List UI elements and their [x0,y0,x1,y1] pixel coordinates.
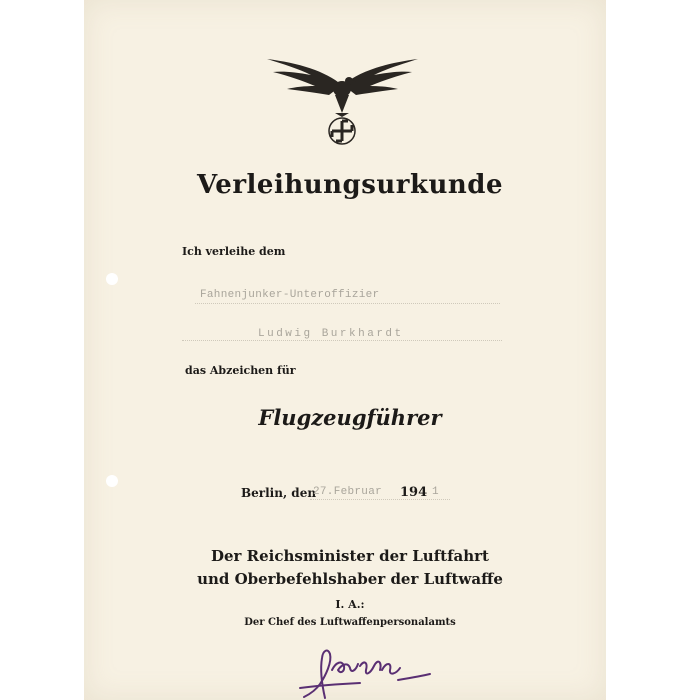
intro-text: Ich verleihe dem [182,245,286,258]
signatory-title: Der Chef des Luftwaffenpersonalamts [244,617,456,628]
award-title: Flugzeugführer [258,405,442,430]
punch-hole-lower [106,475,118,487]
rank-typed: Fahnenjunker-Unteroffizier [200,289,380,301]
name-rule [182,340,502,341]
luftwaffe-eagle-icon [265,55,420,150]
punch-hole-upper [106,273,118,285]
rank-rule [195,303,500,304]
handwritten-signature-icon [270,640,440,700]
date-rule [310,499,450,500]
year-printed: 194 [400,485,428,500]
authority-line-1: Der Reichsminister der Luftfahrt [211,547,489,565]
authority-line-2: und Oberbefehlshaber der Luftwaffe [197,570,503,588]
name-typed: Ludwig Burkhardt [258,328,404,340]
date-typed: 27.Februar [313,486,383,498]
place-date-label: Berlin, den [241,486,317,500]
badge-intro-text: das Abzeichen für [185,364,296,377]
certificate-title: Verleihungsurkunde [197,170,503,200]
year-typed: 1 [432,486,439,498]
signatory-prefix: I. A.: [335,598,365,611]
